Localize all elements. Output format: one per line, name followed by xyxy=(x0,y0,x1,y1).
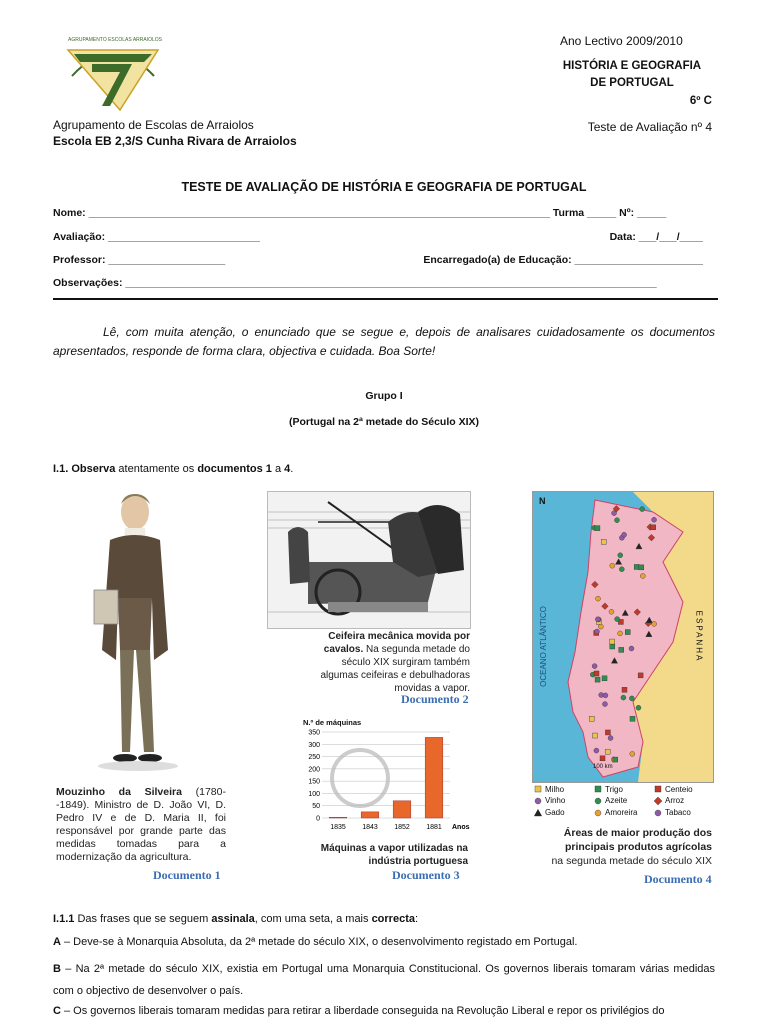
map-product-marker xyxy=(610,563,615,568)
legend-label: Amoreira xyxy=(605,808,638,818)
legend-symbol-icon xyxy=(534,809,542,817)
map-product-marker xyxy=(594,671,599,676)
legend-item xyxy=(594,807,654,818)
school-logo xyxy=(62,36,162,114)
chart-xtick-label: 1881 xyxy=(426,824,442,831)
map-product-marker xyxy=(636,705,641,710)
map-product-marker xyxy=(609,609,614,614)
map-product-marker xyxy=(596,596,601,601)
doc4-caption: Áreas de maior produção dos principais produtos agrícolas na segunda metade do século XIX xyxy=(551,827,712,867)
legend-label: Centeio xyxy=(665,784,693,794)
question-1-1-1: I.1.1 Das frases que se seguem assinala, com uma seta, a mais correcta: xyxy=(53,913,419,925)
map-product-marker xyxy=(638,673,643,678)
school-name: Escola EB 2,3/S Cunha Rivara de Arraiolos xyxy=(53,134,297,148)
legend-symbol-icon xyxy=(654,785,662,793)
chart-bar xyxy=(425,737,443,818)
map-product-marker xyxy=(594,748,599,753)
doc4-legend xyxy=(534,784,714,818)
legend-label: Arroz xyxy=(665,796,685,806)
map-product-marker xyxy=(619,567,624,572)
teacher-field[interactable]: Professor: ____________________ xyxy=(53,254,226,266)
class-label: 6º C xyxy=(689,95,712,107)
legend-label: Milho xyxy=(545,784,565,794)
school-year: Ano Lectivo 2009/2010 xyxy=(560,34,683,48)
question-1-1: I.1. Observa atentamente os documentos 1 a 4. xyxy=(53,463,294,475)
doc3-label: Documento 3 xyxy=(392,868,460,882)
map-product-marker xyxy=(621,695,626,700)
doc4-label: Documento 4 xyxy=(644,872,712,886)
map-product-marker xyxy=(634,564,639,569)
test-number: Teste de Avaliação nº 4 xyxy=(587,120,712,134)
instructions: Lê, com muita atenção, o enunciado que se segue e, depois de analisares cuidadosamente os documentos apresentados, responde de forma clara, objectiva e cuidada. Boa Sorte! xyxy=(53,325,715,358)
map-product-marker xyxy=(630,716,635,721)
map-product-marker xyxy=(595,677,600,682)
map-product-marker xyxy=(594,629,599,634)
chart-xtick-label: 1835 xyxy=(330,824,346,831)
legend-symbol-icon xyxy=(654,809,662,817)
legend-label: Vinho xyxy=(545,796,566,806)
chart-xtick-label: 1843 xyxy=(362,824,378,831)
chart-ytick-label: 50 xyxy=(312,803,320,811)
map-product-marker xyxy=(605,749,610,754)
logo-arc-text: AGRUPAMENTO ESCOLAS ARRAIOLOS xyxy=(68,37,163,43)
option-b[interactable]: B – Na 2ª metade do século XIX, existia em Portugal uma Monarquia Constitucional. Os governos liberais tomaram várias medidas com o objectivo de desenvolver o país. xyxy=(53,963,715,997)
map-product-marker xyxy=(619,647,624,652)
doc2-caption: Ceifeira mecânica movida por cavalos. Na segunda metade do século XIX surgiram também algumas ceifeiras e debulhadoras movidas a vapor. xyxy=(320,631,470,694)
map-product-marker xyxy=(622,532,627,537)
legend-item xyxy=(654,807,714,818)
map-product-marker xyxy=(630,751,635,756)
legend-item xyxy=(654,796,714,807)
chart-ytick-label: 350 xyxy=(308,729,320,737)
legend-item xyxy=(534,796,594,807)
option-c[interactable]: C – Os governos liberais tomaram medidas para retirar a liberdade conseguida na Revolução Liberal e repor os privilégios do xyxy=(53,1005,665,1017)
map-product-marker xyxy=(595,617,600,622)
map-product-marker xyxy=(601,539,606,544)
map-product-marker xyxy=(622,687,627,692)
legend-item xyxy=(594,796,654,807)
map-scale: 100 km xyxy=(593,764,613,770)
legend-item xyxy=(534,807,594,818)
chart-ytick-label: 150 xyxy=(308,778,320,786)
portrait-mouzinho xyxy=(80,490,190,780)
map-product-marker xyxy=(652,621,657,626)
chart-ytick-label: 100 xyxy=(308,790,320,798)
test-title: TESTE DE AVALIAÇÃO DE HISTÓRIA E GEOGRAFIA DE PORTUGAL xyxy=(181,180,587,194)
legend-symbol-icon xyxy=(534,785,542,793)
subject-line-2: DE PORTUGAL xyxy=(590,77,674,89)
map-product-marker xyxy=(595,526,600,531)
map-product-marker xyxy=(592,733,597,738)
school-group: Agrupamento de Escolas de Arraiolos xyxy=(53,118,254,132)
map-product-marker xyxy=(600,756,605,761)
date-field[interactable]: Data: ___/___/____ xyxy=(609,231,703,243)
chart-xtick-label: 1852 xyxy=(394,824,410,831)
chart-ylabel: N.º de máquinas xyxy=(303,718,362,727)
map-product-marker xyxy=(640,507,645,512)
map-product-marker xyxy=(610,639,615,644)
legend-label: Azeite xyxy=(605,796,628,806)
chart-ytick-label: 300 xyxy=(308,741,320,749)
chart-ytick-label: 200 xyxy=(308,766,320,774)
map-product-marker xyxy=(605,730,610,735)
legend-symbol-icon xyxy=(654,797,662,805)
map-product-marker xyxy=(651,525,656,530)
legend-symbol-icon xyxy=(594,785,602,793)
chart-bar xyxy=(361,812,379,818)
chart-bar xyxy=(329,817,347,818)
map-product-marker xyxy=(610,644,615,649)
chart-xlabel: Anos xyxy=(452,824,470,831)
name-field[interactable]: Nome: _______________________________________________________________________________ Turma _____ Nº: _____ xyxy=(53,207,667,219)
map-product-marker xyxy=(598,624,603,629)
chart-background-machine xyxy=(332,750,388,806)
doc1-label: Documento 1 xyxy=(153,868,221,882)
group-title: Grupo I xyxy=(365,390,403,402)
grade-field[interactable]: Avaliação: __________________________ xyxy=(53,231,260,243)
map-product-marker xyxy=(618,553,623,558)
doc1-caption: Mouzinho da Silveira (1780--1849). Ministro de D. João VI, D. Pedro IV e de D. Maria II, foi responsável por grande parte das medidas tomadas para a modernização da agricultura. xyxy=(56,786,226,863)
map-product-marker xyxy=(639,565,644,570)
legend-item xyxy=(534,784,594,795)
legend-label: Trigo xyxy=(605,784,623,794)
option-a[interactable]: A – Deve-se à Monarquia Absoluta, da 2ª metade do século XIX, o desenvolvimento registado em Portugal. xyxy=(53,936,578,948)
engraving-reaper xyxy=(267,491,471,629)
map-product-marker xyxy=(608,736,613,741)
map-product-marker xyxy=(629,646,634,651)
map-product-marker xyxy=(613,757,618,762)
legend-label: Tabaco xyxy=(665,808,691,818)
map-north: N xyxy=(539,496,546,506)
map-product-marker xyxy=(602,702,607,707)
legend-label: Gado xyxy=(545,808,565,818)
map-product-marker xyxy=(603,693,608,698)
guardian-field[interactable]: Encarregado(a) de Educação: ______________________ xyxy=(423,254,703,266)
map-product-marker xyxy=(625,630,630,635)
chart-svg xyxy=(300,718,470,840)
legend-item xyxy=(654,784,714,795)
doc3-caption: Máquinas a vapor utilizadas na indústria portuguesa xyxy=(320,843,468,867)
subject-line-1: HISTÓRIA E GEOGRAFIA xyxy=(562,60,702,72)
map-spain-label: ESPANHA xyxy=(694,610,704,663)
legend-symbol-icon xyxy=(534,797,542,805)
form-divider xyxy=(53,298,718,300)
legend-symbol-icon xyxy=(594,797,602,805)
map-product-marker xyxy=(640,573,645,578)
map-product-marker xyxy=(614,518,619,523)
legend-symbol-icon xyxy=(594,809,602,817)
map-ocean-label: OCEANO ATLÂNTICO xyxy=(538,606,548,687)
chart-ytick-label: 0 xyxy=(316,815,320,823)
doc3-chart xyxy=(300,718,470,840)
chart-ytick-label: 250 xyxy=(308,754,320,762)
map-product-marker xyxy=(602,676,607,681)
doc4-map xyxy=(532,491,714,783)
doc2-label: Documento 2 xyxy=(401,692,469,706)
map-product-marker xyxy=(592,664,597,669)
map-product-marker xyxy=(629,696,634,701)
legend-item xyxy=(594,784,654,795)
map-product-marker xyxy=(652,517,657,522)
group-subtitle: (Portugal na 2ª metade do Século XIX) xyxy=(288,416,479,428)
map-product-marker xyxy=(618,631,623,636)
chart-bar xyxy=(393,801,411,818)
observations-field[interactable]: Observações: ___________________________________________________________________________________________ xyxy=(53,277,657,289)
map-product-marker xyxy=(589,716,594,721)
map-product-marker xyxy=(615,617,620,622)
